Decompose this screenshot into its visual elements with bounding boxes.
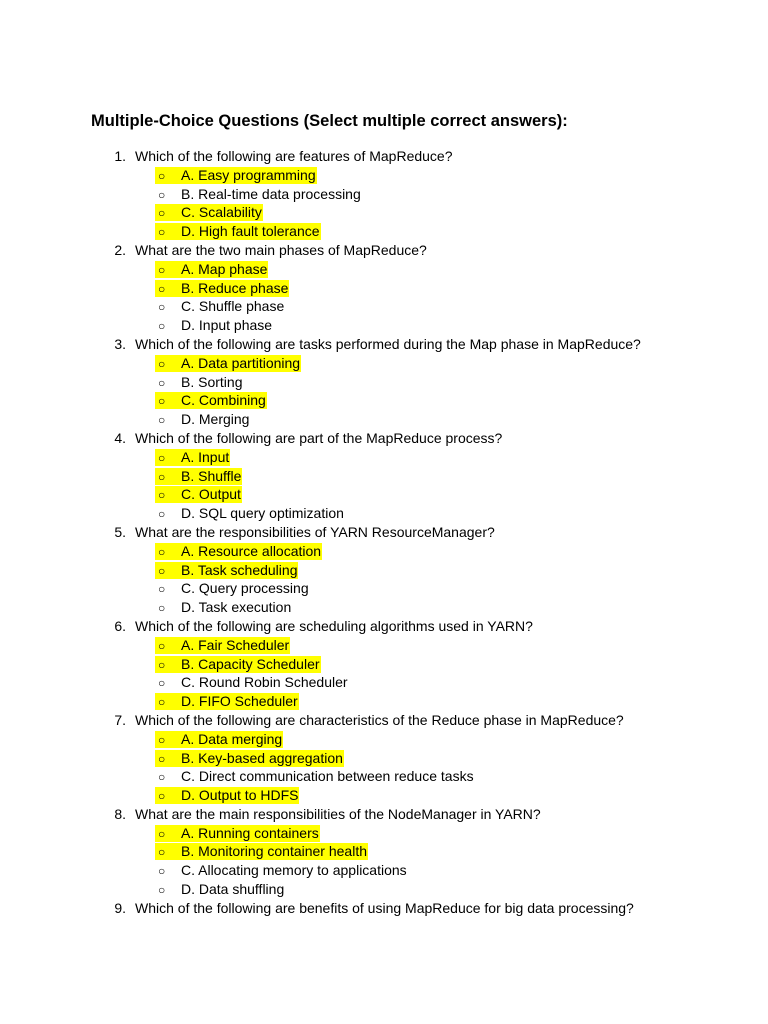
highlighted-answer xyxy=(155,261,268,278)
answer-option xyxy=(0,222,768,241)
answer-option-label: B. Reduce phase xyxy=(181,279,289,296)
question-item xyxy=(0,335,768,354)
answer-option-label: C. Query processing xyxy=(181,580,309,597)
answer-option-row xyxy=(155,692,299,711)
hollow-circle-bullet-icon: ○ xyxy=(158,168,166,183)
answer-choice xyxy=(155,411,250,428)
answer-option xyxy=(0,485,768,504)
answer-option xyxy=(0,185,768,204)
question-text: Which of the following are characteristics of the Reduce phase in MapReduce? xyxy=(135,711,624,728)
answer-option xyxy=(0,579,768,598)
answer-option-label: C. Round Robin Scheduler xyxy=(181,674,348,691)
answer-option-row xyxy=(155,391,267,410)
answer-option-label: B. Task scheduling xyxy=(181,561,298,578)
answer-option xyxy=(0,260,768,279)
hollow-circle-bullet-icon: ○ xyxy=(158,563,166,578)
hollow-circle-bullet-icon: ○ xyxy=(158,845,166,860)
answer-option xyxy=(0,504,768,523)
answer-option xyxy=(0,842,768,861)
answer-option-label: D. Merging xyxy=(181,411,250,428)
highlighted-answer xyxy=(155,562,298,579)
answer-option-label: D. FIFO Scheduler xyxy=(181,693,298,710)
question-text: Which of the following are features of MapReduce? xyxy=(135,148,453,164)
hollow-circle-bullet-icon: ○ xyxy=(158,638,166,653)
hollow-circle-bullet-icon: ○ xyxy=(158,582,166,597)
answer-option-label: B. Monitoring container health xyxy=(181,843,367,860)
answer-option xyxy=(0,297,768,316)
hollow-circle-bullet-icon: ○ xyxy=(158,507,166,522)
hollow-circle-bullet-icon: ○ xyxy=(158,375,166,390)
hollow-circle-bullet-icon: ○ xyxy=(158,187,166,202)
answer-option-label: B. Real-time data processing xyxy=(181,185,361,202)
answer-choice xyxy=(155,298,285,315)
highlighted-answer xyxy=(155,843,368,860)
question-item xyxy=(0,241,768,260)
highlighted-answer xyxy=(155,693,299,710)
answer-option-row xyxy=(155,561,298,580)
question-number: 8. xyxy=(114,805,126,822)
answer-option-label: D. Task execution xyxy=(181,599,292,616)
answer-option-row xyxy=(155,880,285,899)
answer-option-row xyxy=(155,579,310,598)
hollow-circle-bullet-icon: ○ xyxy=(158,413,166,428)
highlighted-answer xyxy=(155,787,299,804)
question-list xyxy=(0,147,768,918)
highlighted-answer xyxy=(155,543,322,560)
hollow-circle-bullet-icon: ○ xyxy=(158,770,166,785)
answer-option-label: D. Input phase xyxy=(181,317,273,334)
answer-option-label: C. Combining xyxy=(181,392,266,409)
highlighted-answer xyxy=(155,825,320,842)
answer-option-label: C. Shuffle phase xyxy=(181,298,285,315)
hollow-circle-bullet-icon: ○ xyxy=(158,300,166,315)
answer-option xyxy=(0,598,768,617)
answer-option-row xyxy=(155,185,362,204)
answer-option xyxy=(0,467,768,486)
answer-choice xyxy=(155,768,475,785)
answer-option xyxy=(0,279,768,298)
highlighted-answer xyxy=(155,204,263,221)
answer-option-label: A. Fair Scheduler xyxy=(181,636,290,653)
answer-option xyxy=(0,673,768,692)
answer-option-row xyxy=(155,279,289,298)
answer-option-label: A. Data partitioning xyxy=(181,354,301,371)
answer-choice xyxy=(155,862,408,879)
answer-option-label: A. Data merging xyxy=(181,730,283,747)
question-text: Which of the following are tasks performed during the Map phase in MapReduce? xyxy=(135,335,641,352)
answer-choice xyxy=(155,317,273,334)
highlighted-answer xyxy=(155,731,283,748)
answer-choice xyxy=(155,374,243,391)
page-title: Multiple-Choice Questions (Select multiple correct answers): xyxy=(91,112,568,130)
answer-option xyxy=(0,316,768,335)
question-text: What are the responsibilities of YARN ResourceManager? xyxy=(135,523,495,540)
question-number: 4. xyxy=(114,429,126,446)
highlighted-answer xyxy=(155,656,321,673)
question-item xyxy=(0,147,768,166)
answer-option-label: C. Allocating memory to applications xyxy=(181,862,407,879)
hollow-circle-bullet-icon: ○ xyxy=(158,319,166,334)
answer-option-label: B. Sorting xyxy=(181,373,243,390)
hollow-circle-bullet-icon: ○ xyxy=(158,450,166,465)
highlighted-answer xyxy=(155,223,321,240)
highlighted-answer xyxy=(155,637,290,654)
answer-option xyxy=(0,861,768,880)
answer-option-label: A. Map phase xyxy=(181,260,268,277)
hollow-circle-bullet-icon: ○ xyxy=(158,469,166,484)
hollow-circle-bullet-icon: ○ xyxy=(158,356,166,371)
question-item xyxy=(0,711,768,730)
question-number: 3. xyxy=(114,335,126,352)
answer-option-label: A. Input xyxy=(181,448,230,465)
answer-option-row xyxy=(155,373,243,392)
answer-choice xyxy=(155,505,345,522)
answer-option-row xyxy=(155,203,263,222)
answer-option-row xyxy=(155,448,230,467)
answer-option-row xyxy=(155,824,320,843)
question-number: 2. xyxy=(114,241,126,258)
answer-option xyxy=(0,561,768,580)
hollow-circle-bullet-icon: ○ xyxy=(158,826,166,841)
hollow-circle-bullet-icon: ○ xyxy=(158,281,166,296)
answer-option-row xyxy=(155,485,242,504)
answer-option-row xyxy=(155,673,349,692)
hollow-circle-bullet-icon: ○ xyxy=(158,488,166,503)
answer-option xyxy=(0,824,768,843)
question-item xyxy=(0,805,768,824)
answer-option-label: C. Output xyxy=(181,486,241,503)
highlighted-answer xyxy=(155,355,301,372)
answer-option xyxy=(0,410,768,429)
hollow-circle-bullet-icon: ○ xyxy=(158,789,166,804)
answer-option-label: D. High fault tolerance xyxy=(181,223,320,240)
answer-option-label: A. Resource allocation xyxy=(181,542,322,559)
question-text: What are the main responsibilities of the NodeManager in YARN? xyxy=(135,805,541,822)
answer-option-row xyxy=(155,786,299,805)
highlighted-answer xyxy=(155,468,242,485)
answer-option-row xyxy=(155,222,321,241)
answer-option-label: B. Capacity Scheduler xyxy=(181,655,320,672)
question-item xyxy=(0,617,768,636)
question-text: Which of the following are part of the MapReduce process? xyxy=(135,429,503,446)
hollow-circle-bullet-icon: ○ xyxy=(158,883,166,898)
hollow-circle-bullet-icon: ○ xyxy=(158,544,166,559)
answer-option-label: A. Easy programming xyxy=(181,166,316,183)
hollow-circle-bullet-icon: ○ xyxy=(158,225,166,240)
answer-option-row xyxy=(155,354,301,373)
question-number: 9. xyxy=(114,899,126,916)
answer-option xyxy=(0,203,768,222)
hollow-circle-bullet-icon: ○ xyxy=(158,864,166,879)
answer-option-row xyxy=(155,260,268,279)
answer-option-row xyxy=(155,504,345,523)
hollow-circle-bullet-icon: ○ xyxy=(158,751,166,766)
answer-choice xyxy=(155,881,285,898)
hollow-circle-bullet-icon: ○ xyxy=(158,262,166,277)
answer-option-label: B. Key-based aggregation xyxy=(181,749,343,766)
question-number: 7. xyxy=(114,711,126,728)
answer-option-row xyxy=(155,842,368,861)
answer-option xyxy=(0,786,768,805)
answer-option xyxy=(0,448,768,467)
answer-option-row xyxy=(155,749,344,768)
answer-option-row xyxy=(155,598,292,617)
answer-option-label: A. Running containers xyxy=(181,824,319,841)
answer-option xyxy=(0,166,768,185)
answer-option-row xyxy=(155,861,408,880)
highlighted-answer xyxy=(155,486,242,503)
question-number: 1. xyxy=(114,148,126,164)
answer-option xyxy=(0,354,768,373)
answer-option-label: B. Shuffle xyxy=(181,467,242,484)
answer-option-row xyxy=(155,316,273,335)
hollow-circle-bullet-icon: ○ xyxy=(158,676,166,691)
highlighted-answer xyxy=(155,449,230,466)
answer-choice xyxy=(155,674,349,691)
answer-option-row xyxy=(155,467,242,486)
answer-option xyxy=(0,636,768,655)
answer-option-row xyxy=(155,542,322,561)
answer-option xyxy=(0,542,768,561)
answer-option xyxy=(0,692,768,711)
question-item xyxy=(0,899,768,918)
highlighted-answer xyxy=(155,280,289,297)
answer-option-row xyxy=(155,636,290,655)
question-text: Which of the following are scheduling algorithms used in YARN? xyxy=(135,617,533,634)
answer-option xyxy=(0,373,768,392)
answer-option xyxy=(0,749,768,768)
answer-option-label: C. Scalability xyxy=(181,204,262,221)
hollow-circle-bullet-icon: ○ xyxy=(158,695,166,710)
answer-option-row xyxy=(155,730,283,749)
hollow-circle-bullet-icon: ○ xyxy=(158,601,166,616)
hollow-circle-bullet-icon: ○ xyxy=(158,657,166,672)
hollow-circle-bullet-icon: ○ xyxy=(158,394,166,409)
answer-option-row xyxy=(155,655,321,674)
answer-option-row xyxy=(155,767,475,786)
answer-option xyxy=(0,391,768,410)
answer-option xyxy=(0,655,768,674)
answer-option-label: C. Direct communication between reduce tasks xyxy=(181,768,474,785)
hollow-circle-bullet-icon: ○ xyxy=(158,732,166,747)
answer-option-label: D. Data shuffling xyxy=(181,881,285,898)
answer-option-label: D. Output to HDFS xyxy=(181,787,299,804)
highlighted-answer xyxy=(155,392,267,409)
answer-option-label: D. SQL query optimization xyxy=(181,505,344,522)
answer-option xyxy=(0,767,768,786)
answer-option-row xyxy=(155,166,317,185)
answer-option xyxy=(0,730,768,749)
question-text: Which of the following are benefits of using MapReduce for big data processing? xyxy=(135,899,634,916)
question-item xyxy=(0,523,768,542)
highlighted-answer xyxy=(155,167,317,184)
hollow-circle-bullet-icon: ○ xyxy=(158,206,166,221)
answer-choice xyxy=(155,580,310,597)
answer-choice xyxy=(155,186,362,203)
answer-choice xyxy=(155,599,292,616)
question-text: What are the two main phases of MapReduce? xyxy=(135,241,427,258)
answer-option-row xyxy=(155,297,285,316)
question-item xyxy=(0,429,768,448)
question-number: 6. xyxy=(114,617,126,634)
answer-option-row xyxy=(155,410,250,429)
highlighted-answer xyxy=(155,750,344,767)
question-number: 5. xyxy=(114,523,126,540)
answer-option xyxy=(0,880,768,899)
